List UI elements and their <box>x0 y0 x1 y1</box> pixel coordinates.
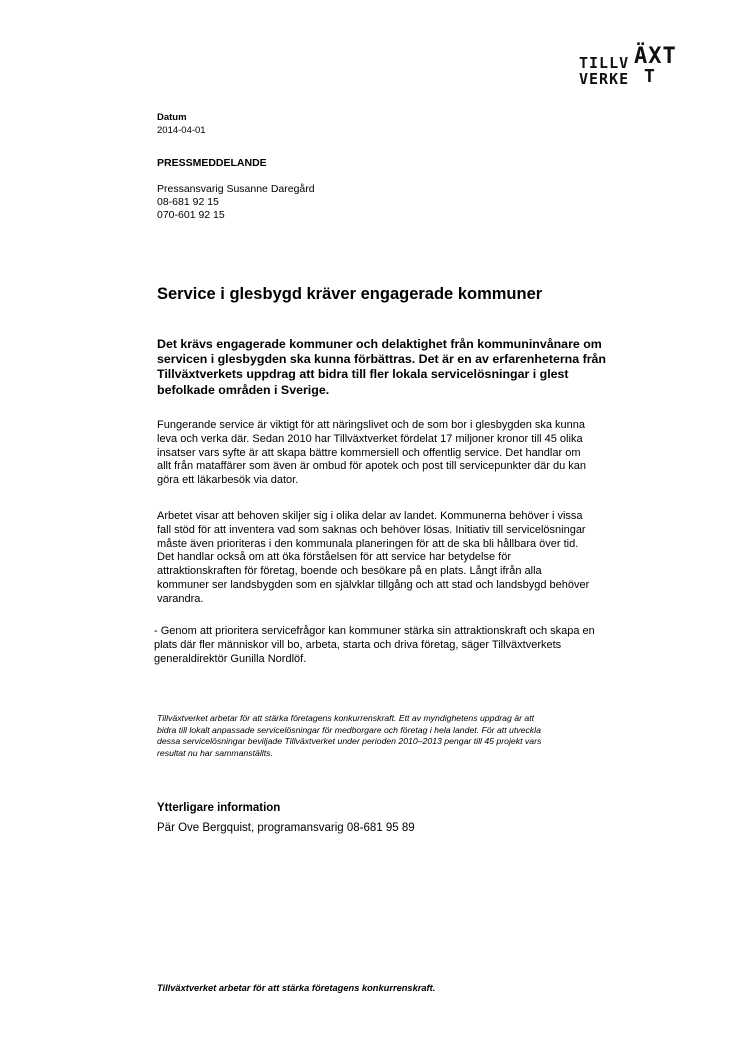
paragraph-line: Fungerande service är viktigt för att näringslivet och de som bor i glesbygden ska kunna <box>157 419 586 431</box>
paragraph-line: fall stöd för att inventera vad som saknas och behöver lösas. Initiativ till servicelösningar <box>157 523 586 536</box>
paragraph-line: insatser vars syfte är att skapa bättre kommersiell och offentlig service. Det handlar om <box>157 446 581 459</box>
logo-text-line1: TILLV <box>579 54 630 72</box>
press-contact <box>157 183 315 222</box>
quote-line: plats där fler människor vill bo, arbeta, starta och driva företag, säger Tillväxtverkets <box>154 638 562 651</box>
date-value: 2014-04-01 <box>157 125 206 136</box>
quote-paragraph <box>154 625 595 666</box>
tillvaxtverket-logo <box>579 44 699 90</box>
lead-line: servicen i glesbygden ska kunna förbättras. Det är en av erfarenheterna från <box>157 352 606 367</box>
paragraph-line: Arbetet visar att behoven skiljer sig i olika delar av landet. Kommunerna behöver i vissa <box>157 510 583 522</box>
body-paragraph-1 <box>157 419 586 488</box>
logo-text-line2-accent: T <box>644 66 656 87</box>
page-title: Service i glesbygd kräver engagerade kommuner <box>157 285 543 303</box>
logo-text-line1-accent: ÄXT <box>634 44 677 69</box>
paragraph-line: göra ett läkarbesök via dator. <box>157 474 299 487</box>
contact-mobile: 070-601 92 15 <box>157 209 225 221</box>
paragraph-line: leva och verka där. Sedan 2010 har Tillväxtverket fördelat 17 miljoner kronor till 45 olika <box>157 432 583 445</box>
more-info-heading: Ytterligare information <box>157 802 281 814</box>
lead-paragraph <box>157 337 606 398</box>
paragraph-line: måste även prioriteras i den kommunala planeringen för att de ska bli hållbara över tid. <box>157 537 579 550</box>
lead-line: Tillväxtverkets uppdrag att bidra till fler lokala servicelösningar i glest <box>157 367 569 382</box>
quote-line: - Genom att prioritera servicefrågor kan kommuner stärka sin attraktionskraft och skapa en <box>154 625 595 637</box>
press-release-label: PRESSMEDDELANDE <box>157 157 267 169</box>
logo-text-line2: VERKE <box>579 70 630 88</box>
footer-tagline: Tillväxtverket arbetar för att stärka företagens konkurrenskraft. <box>157 983 436 993</box>
contact-phone: 08-681 92 15 <box>157 196 219 208</box>
about-line: dessa servicelösningar beviljade Tillväxtverket under perioden 2010–2013 pengar till 45 projekt vars <box>157 736 542 746</box>
paragraph-line: attraktionskraften för företag, boende och besökare på en plats. Långt ifrån alla <box>157 565 542 578</box>
contact-name: Pressansvarig Susanne Daregård <box>157 183 315 195</box>
body-paragraph-2 <box>157 510 589 607</box>
lead-line: befolkade områden i Sverige. <box>157 382 330 397</box>
about-agency-paragraph <box>157 713 541 759</box>
more-info-contact: Pär Ove Bergquist, programansvarig 08-681 95 89 <box>157 822 415 834</box>
lead-line: Det krävs engagerade kommuner och delaktighet från kommuninvånare om <box>157 337 602 351</box>
about-line: resultat nu har sammanställts. <box>157 747 273 758</box>
date-label: Datum <box>157 112 187 123</box>
paragraph-line: Det handlar också om att öka förståelsen för att service har betydelse för <box>157 551 512 564</box>
about-line: bidra till lokalt anpassade servicelösningar för medborgare och företag i hela landet. För att utveckla <box>157 724 541 735</box>
quote-line: generaldirektör Gunilla Nordlöf. <box>154 652 307 665</box>
about-line: Tillväxtverket arbetar för att stärka företagens konkurrenskraft. Ett av myndighetens uppdrag är att <box>157 713 535 723</box>
paragraph-line: kommuner ser landsbygden som en självklar tillgång och att stad och landsbygd behöver <box>157 578 590 591</box>
paragraph-line: varandra. <box>157 592 204 605</box>
paragraph-line: allt från mataffärer som även är ombud för apotek och post till servicepunkter där du kan <box>157 460 587 473</box>
